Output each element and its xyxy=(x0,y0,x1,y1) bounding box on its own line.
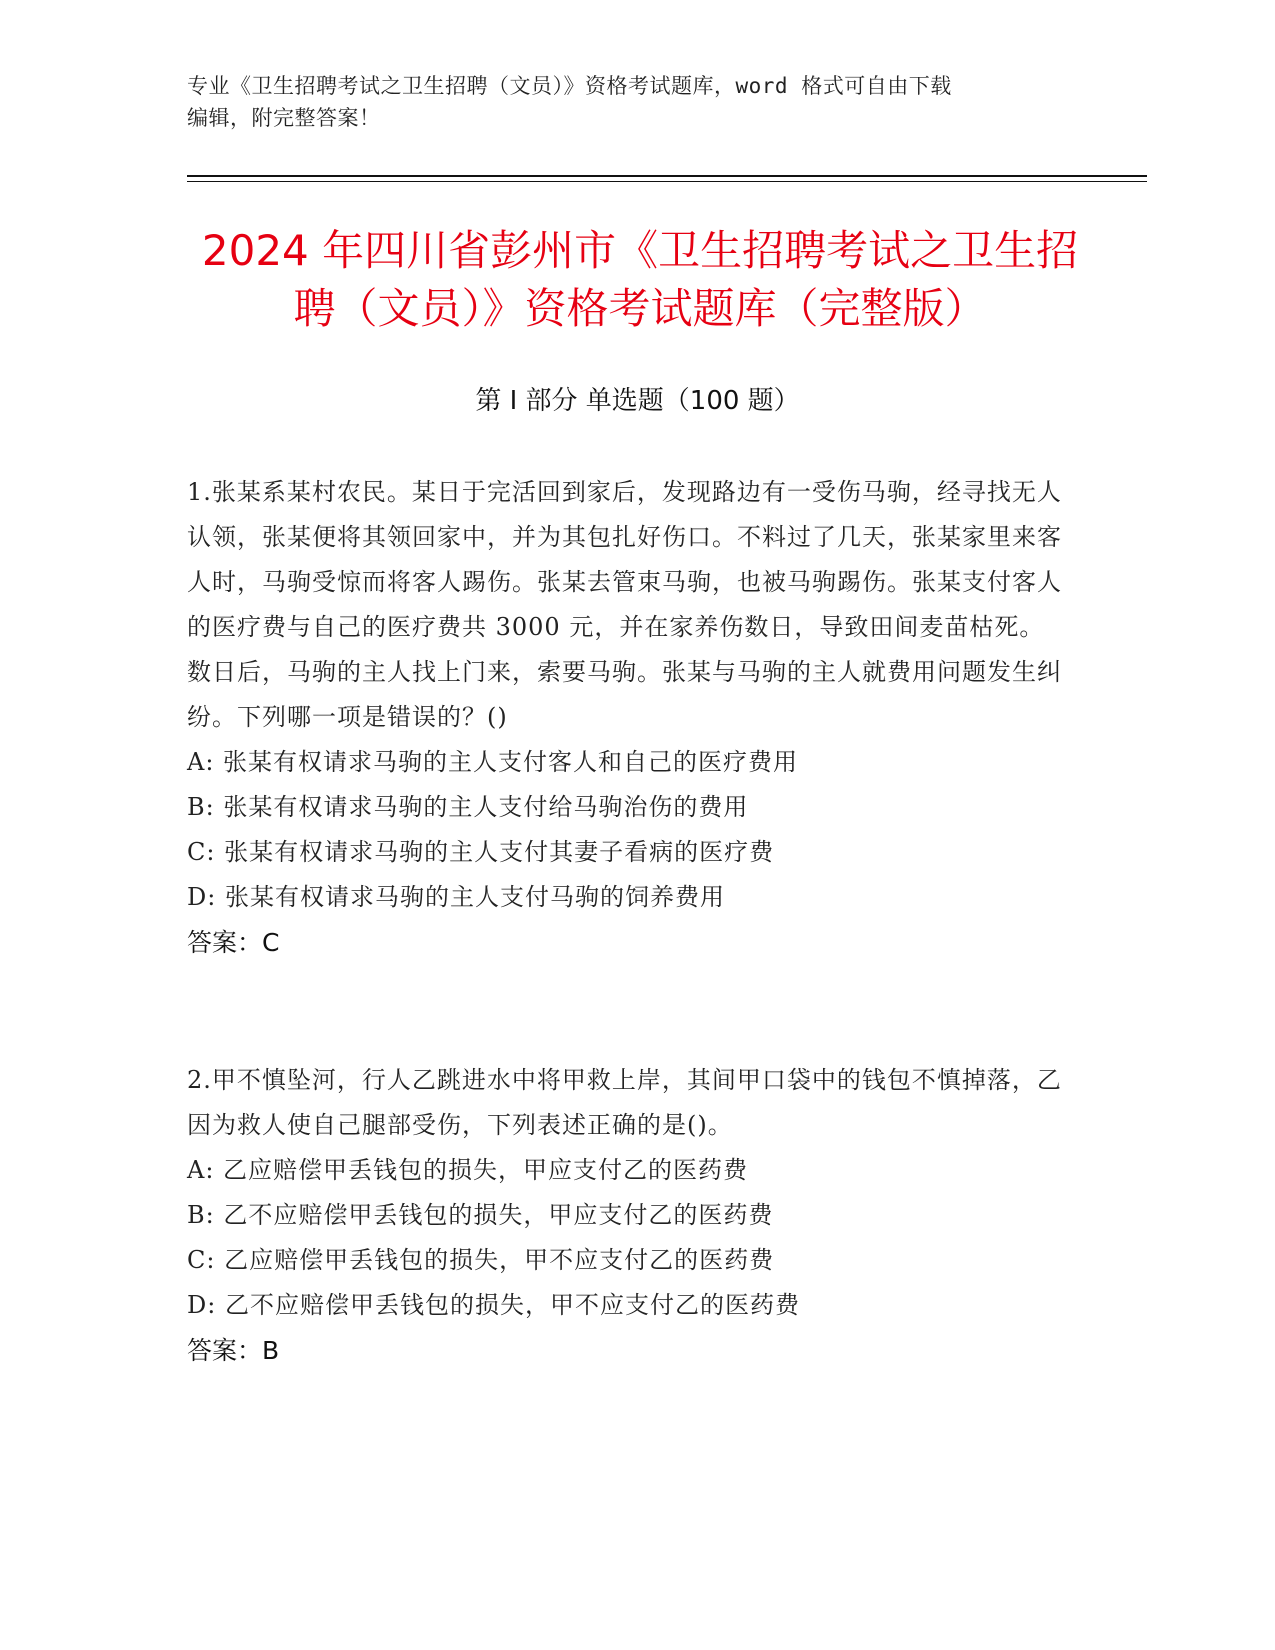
option-a: A: 乙应赔偿甲丢钱包的损失，甲应支付乙的医药费 xyxy=(187,1156,749,1184)
answer-line: 答案：C xyxy=(187,928,280,957)
answer-line: 答案：B xyxy=(187,1336,280,1365)
option-c: C: 乙应赔偿甲丢钱包的损失，甲不应支付乙的医药费 xyxy=(187,1246,775,1274)
option-b: B: 乙不应赔偿甲丢钱包的损失，甲应支付乙的医药费 xyxy=(187,1201,774,1229)
header-note: 专业《卫生招聘考试之卫生招聘（文员）》资格考试题库，word 格式可自由下载 编辑，附完整答案！ xyxy=(187,74,952,130)
question-2 xyxy=(187,1058,1067,1373)
question-1 xyxy=(187,470,1067,965)
option-c: C: 张某有权请求马驹的主人支付其妻子看病的医疗费 xyxy=(187,838,775,866)
option-d: D: 乙不应赔偿甲丢钱包的损失，甲不应支付乙的医药费 xyxy=(187,1291,800,1319)
option-b: B: 张某有权请求马驹的主人支付给马驹治伤的费用 xyxy=(187,793,749,821)
question-stem: 1.张某系某村农民。某日于完活回到家后，发现路边有一受伤马驹，经寻找无人认领，张某便将其领回家中，并为其包扎好伤口。不料过了几天，张某家里来客人时，马驹受惊而将客人踢伤。张某去管束马驹，也被马驹踢伤。张某支付客人的医疗费与自己的医疗费共 3000 元，并在家养伤数日，导致田间麦苗枯死。数日后，马驹的主人找上门来，索要马驹。张某与马驹的主人就费用问题发生纠纷。下列哪一项是错误的？() xyxy=(187,478,1062,731)
question-stem: 2.甲不慎坠河，行人乙跳进水中将甲救上岸，其间甲口袋中的钱包不慎掉落，乙因为救人使自己腿部受伤，下列表述正确的是()。 xyxy=(187,1066,1062,1139)
header-divider-thin xyxy=(187,181,1147,182)
section-title: 第 I 部分 单选题（100 题） xyxy=(475,386,800,416)
header-divider-thick xyxy=(187,175,1147,177)
option-a: A: 张某有权请求马驹的主人支付客人和自己的医疗费用 xyxy=(187,748,799,776)
document-title: 2024 年四川省彭州市《卫生招聘考试之卫生招聘（文员）》资格考试题库（完整版） xyxy=(201,226,1079,333)
option-d: D: 张某有权请求马驹的主人支付马驹的饲养费用 xyxy=(187,883,725,911)
